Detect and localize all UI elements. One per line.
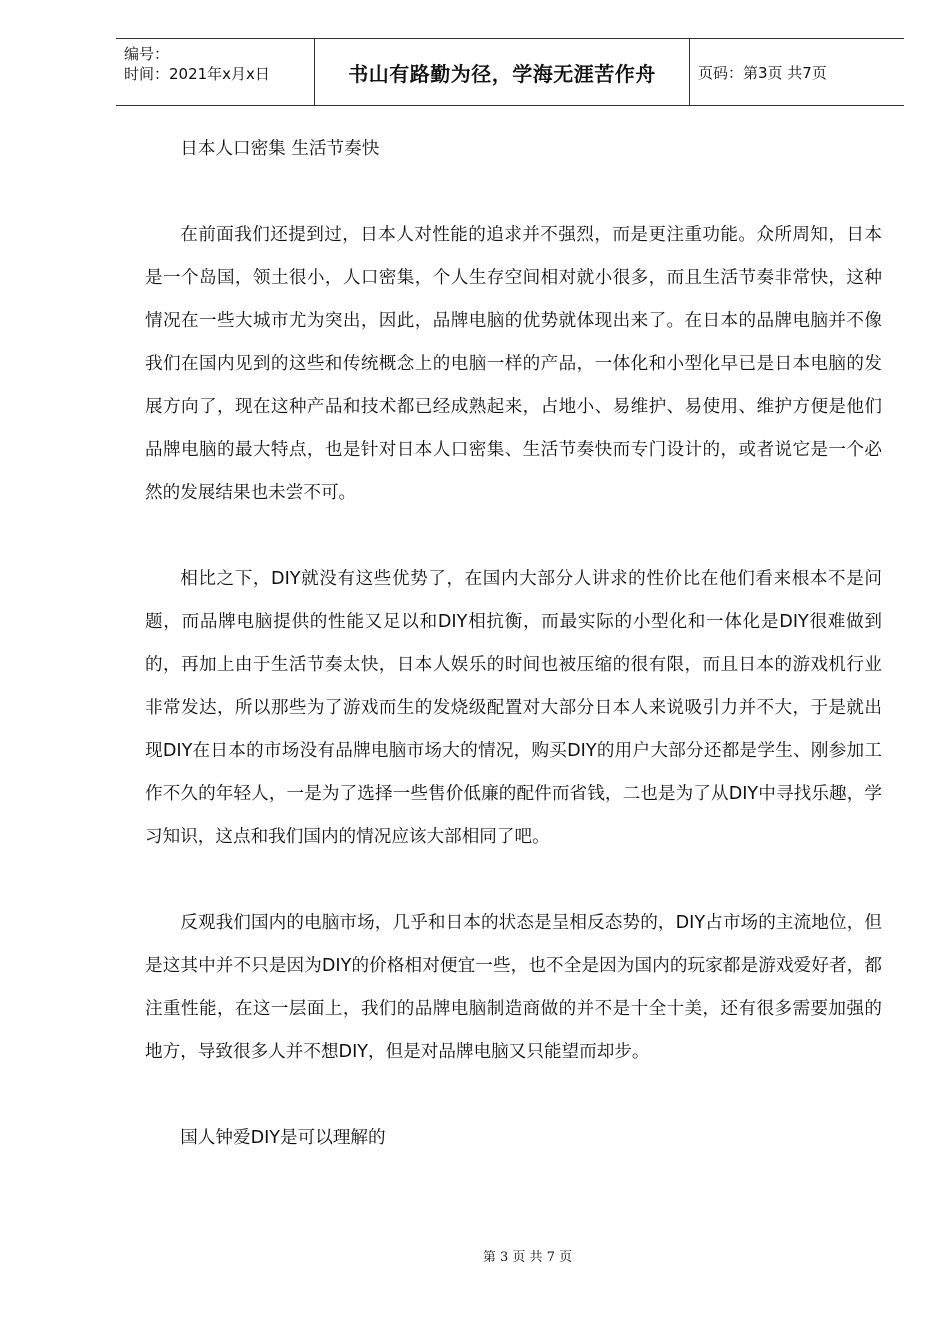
- document-time: 时间：2021年x月x日: [124, 65, 270, 83]
- paragraph: 反观我们国内的电脑市场，几乎和日本的状态是呈相反态势的，DIY占市场的主流地位，但是这其中并不只是因为DIY的价格相对便宜一些，也不全是因为国内的玩家都是游戏爱好者，都注重性能，在这一层面上，我们的品牌电脑制造商做的并不是十全十美，还有很多需要加强的地方，导致很多人并不想DIY，但是对品牌电脑又只能望而却步。: [145, 913, 882, 1062]
- header-page-info: 页码：第3页 共7页: [698, 63, 827, 82]
- paragraph: 在前面我们还提到过，日本人对性能的追求并不强烈，而是更注重功能。众所周知，日本是一个岛国，领土很小，人口密集，个人生存空间相对就小很多，而且生活节奏非常快，这种情况在一些大城市尤为突出，因此，品牌电脑的优势就体现出来了。在日本的品牌电脑并不像我们在国内见到的这些和传统概念上的电脑一样的产品，一体化和小型化早已是日本电脑的发展方向了，现在这种产品和技术都已经成熟起来，占地小、易维护、易使用、维护方便是他们品牌电脑的最大特点，也是针对日本人口密集、生活节奏快而专门设计的，或者说它是一个必然的发展结果也未尝不可。: [145, 225, 882, 503]
- paragraph: 相比之下，DIY就没有这些优势了，在国内大部分人讲求的性价比在他们看来根本不是问题，而品牌电脑提供的性能又足以和DIY相抗衡，而最实际的小型化和一体化是DIY很难做到的，再加上由于生活节奏太快，日本人娱乐的时间也被压缩的很有限，而且日本的游戏机行业非常发达，所以那些为了游戏而生的发烧级配置对大部分日本人来说吸引力并不大，于是就出现DIY在日本的市场没有品牌电脑市场大的情况，购买DIY的用户大部分还都是学生、刚参加工作不久的年轻人，一是为了选择一些售价低廉的配件而省钱，二也是为了从DIY中寻找乐趣，学习知识，这点和我们国内的情况应该大部相同了吧。: [145, 569, 882, 847]
- section-heading: 国人钟爱DIY是可以理解的: [180, 1128, 386, 1148]
- document-body: [145, 128, 882, 1203]
- header-motto: 书山有路勤为径，学海无涯苦作舟: [315, 39, 690, 105]
- page-footer: 第 3 页 共 7 页: [482, 1250, 573, 1265]
- page-header: [116, 38, 904, 106]
- document-number-label: 编号：: [124, 45, 170, 63]
- section-heading: 日本人口密集 生活节奏快: [180, 139, 380, 159]
- header-meta: [116, 39, 315, 105]
